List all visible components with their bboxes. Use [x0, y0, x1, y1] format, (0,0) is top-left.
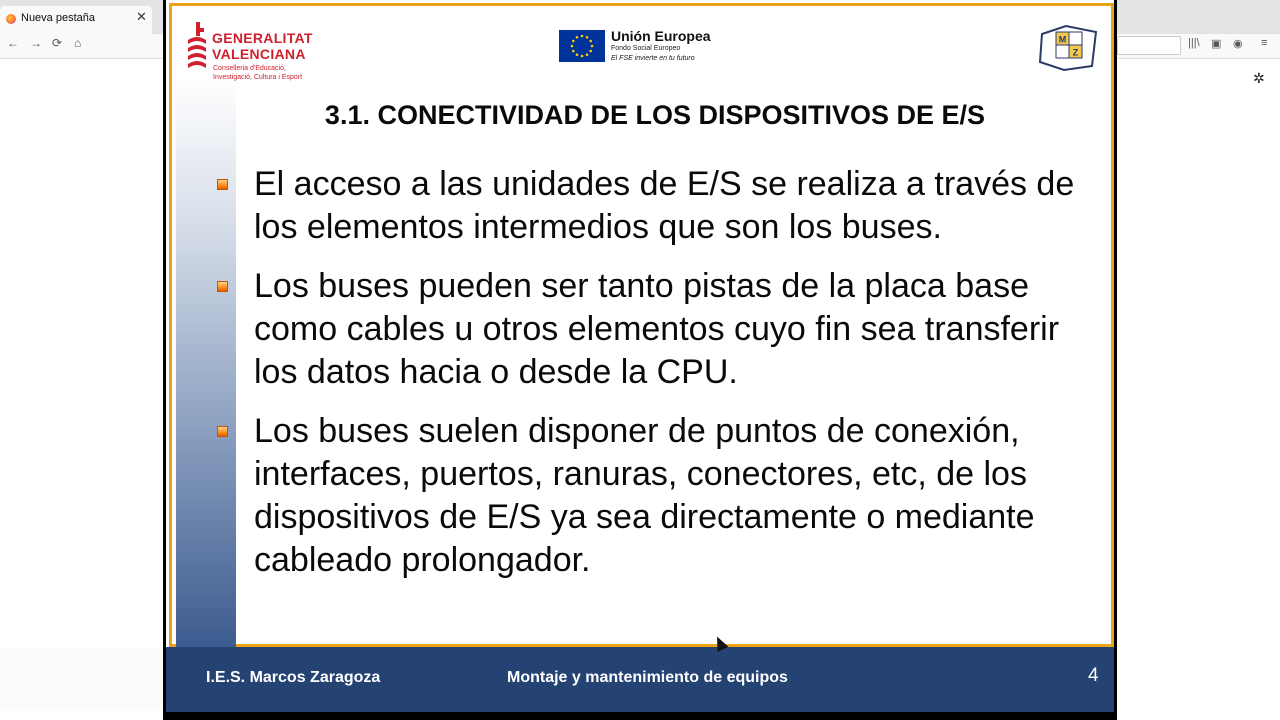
home-icon[interactable]: ⌂ [74, 36, 82, 50]
bullet-list [216, 163, 1096, 598]
toolbar-right [1117, 34, 1280, 59]
library-icon[interactable]: |||\ [1188, 37, 1200, 49]
bullet-square-icon [217, 426, 228, 437]
eu-subtitle: Fondo Social Europeo [611, 45, 681, 52]
marcos-zaragoza-logo [1036, 22, 1102, 72]
bullet-square-icon [217, 281, 228, 292]
footer-school-name: I.E.S. Marcos Zaragoza [206, 669, 381, 686]
bullet-text: Los buses pueden ser tanto pistas de la placa base como cables u otros elementos cuyo fin sea transferir los datos hacia o desde la CPU. [254, 267, 1060, 391]
slide-page-number: 4 [1088, 665, 1099, 686]
bullet-text: Los buses suelen disponer de puntos de conexión, interfaces, puertos, ranuras, conectores, etc, de los dispositivos de E/S ya sea directamente o mediante cableado prolongador. [254, 412, 1035, 579]
sidebar-icon[interactable]: ▣ [1211, 38, 1222, 50]
tab-bar-right [1117, 0, 1280, 34]
back-icon[interactable]: ← [7, 36, 19, 50]
account-icon[interactable]: ◉ [1233, 38, 1243, 50]
browser-tab[interactable] [0, 6, 152, 34]
bullet-item [216, 265, 1096, 394]
eu-title: Unión Europea [611, 28, 711, 44]
bullet-square-icon [217, 179, 228, 190]
search-field[interactable] [1117, 36, 1181, 55]
gva-subtitle-line1: Conselleria d'Educació, [213, 65, 286, 72]
gva-subtitle-line2: Investigació, Cultura i Esport [213, 74, 303, 81]
eu-motto: El FSE invierte en tu futuro [611, 55, 695, 62]
browser-right-panel [1117, 0, 1280, 720]
tab-title: Nueva pestaña [21, 12, 95, 24]
eu-flag-icon [559, 30, 605, 62]
bullet-item [216, 163, 1096, 249]
gva-subtitle [213, 64, 302, 82]
reload-icon[interactable]: ⟳ [52, 36, 63, 50]
presentation-slide [166, 0, 1114, 712]
page-content-area [0, 59, 163, 647]
browser-left-panel [0, 0, 163, 720]
navigation-bar [0, 34, 163, 59]
close-tab-icon[interactable]: ✕ [136, 9, 147, 24]
gear-icon[interactable]: ✲ [1253, 70, 1265, 86]
slide-title: 3.1. CONECTIVIDAD DE LOS DISPOSITIVOS DE E/S [324, 100, 986, 130]
generalitat-valenciana-logo [186, 20, 316, 84]
mz-letter-m: M [1058, 34, 1067, 45]
gva-emblem-icon [186, 20, 208, 72]
forward-icon[interactable]: → [30, 36, 42, 50]
bullet-text: El acceso a las unidades de E/S se realiza a través de los elementos intermedios que son los buses. [254, 165, 1075, 246]
menu-icon[interactable]: ≡ [1261, 37, 1268, 49]
tab-bar [0, 0, 163, 34]
union-europea-logo [559, 28, 759, 68]
mz-letter-z: Z [1072, 47, 1079, 58]
firefox-icon [6, 14, 16, 24]
slide-footer [166, 647, 1114, 712]
gva-title-line1: GENERALITAT [212, 30, 313, 46]
page-bottom-area [0, 647, 163, 710]
bullet-item [216, 410, 1096, 582]
gva-title-line2: VALENCIANA [212, 46, 306, 62]
footer-course-name: Montaje y mantenimiento de equipos [507, 669, 788, 686]
